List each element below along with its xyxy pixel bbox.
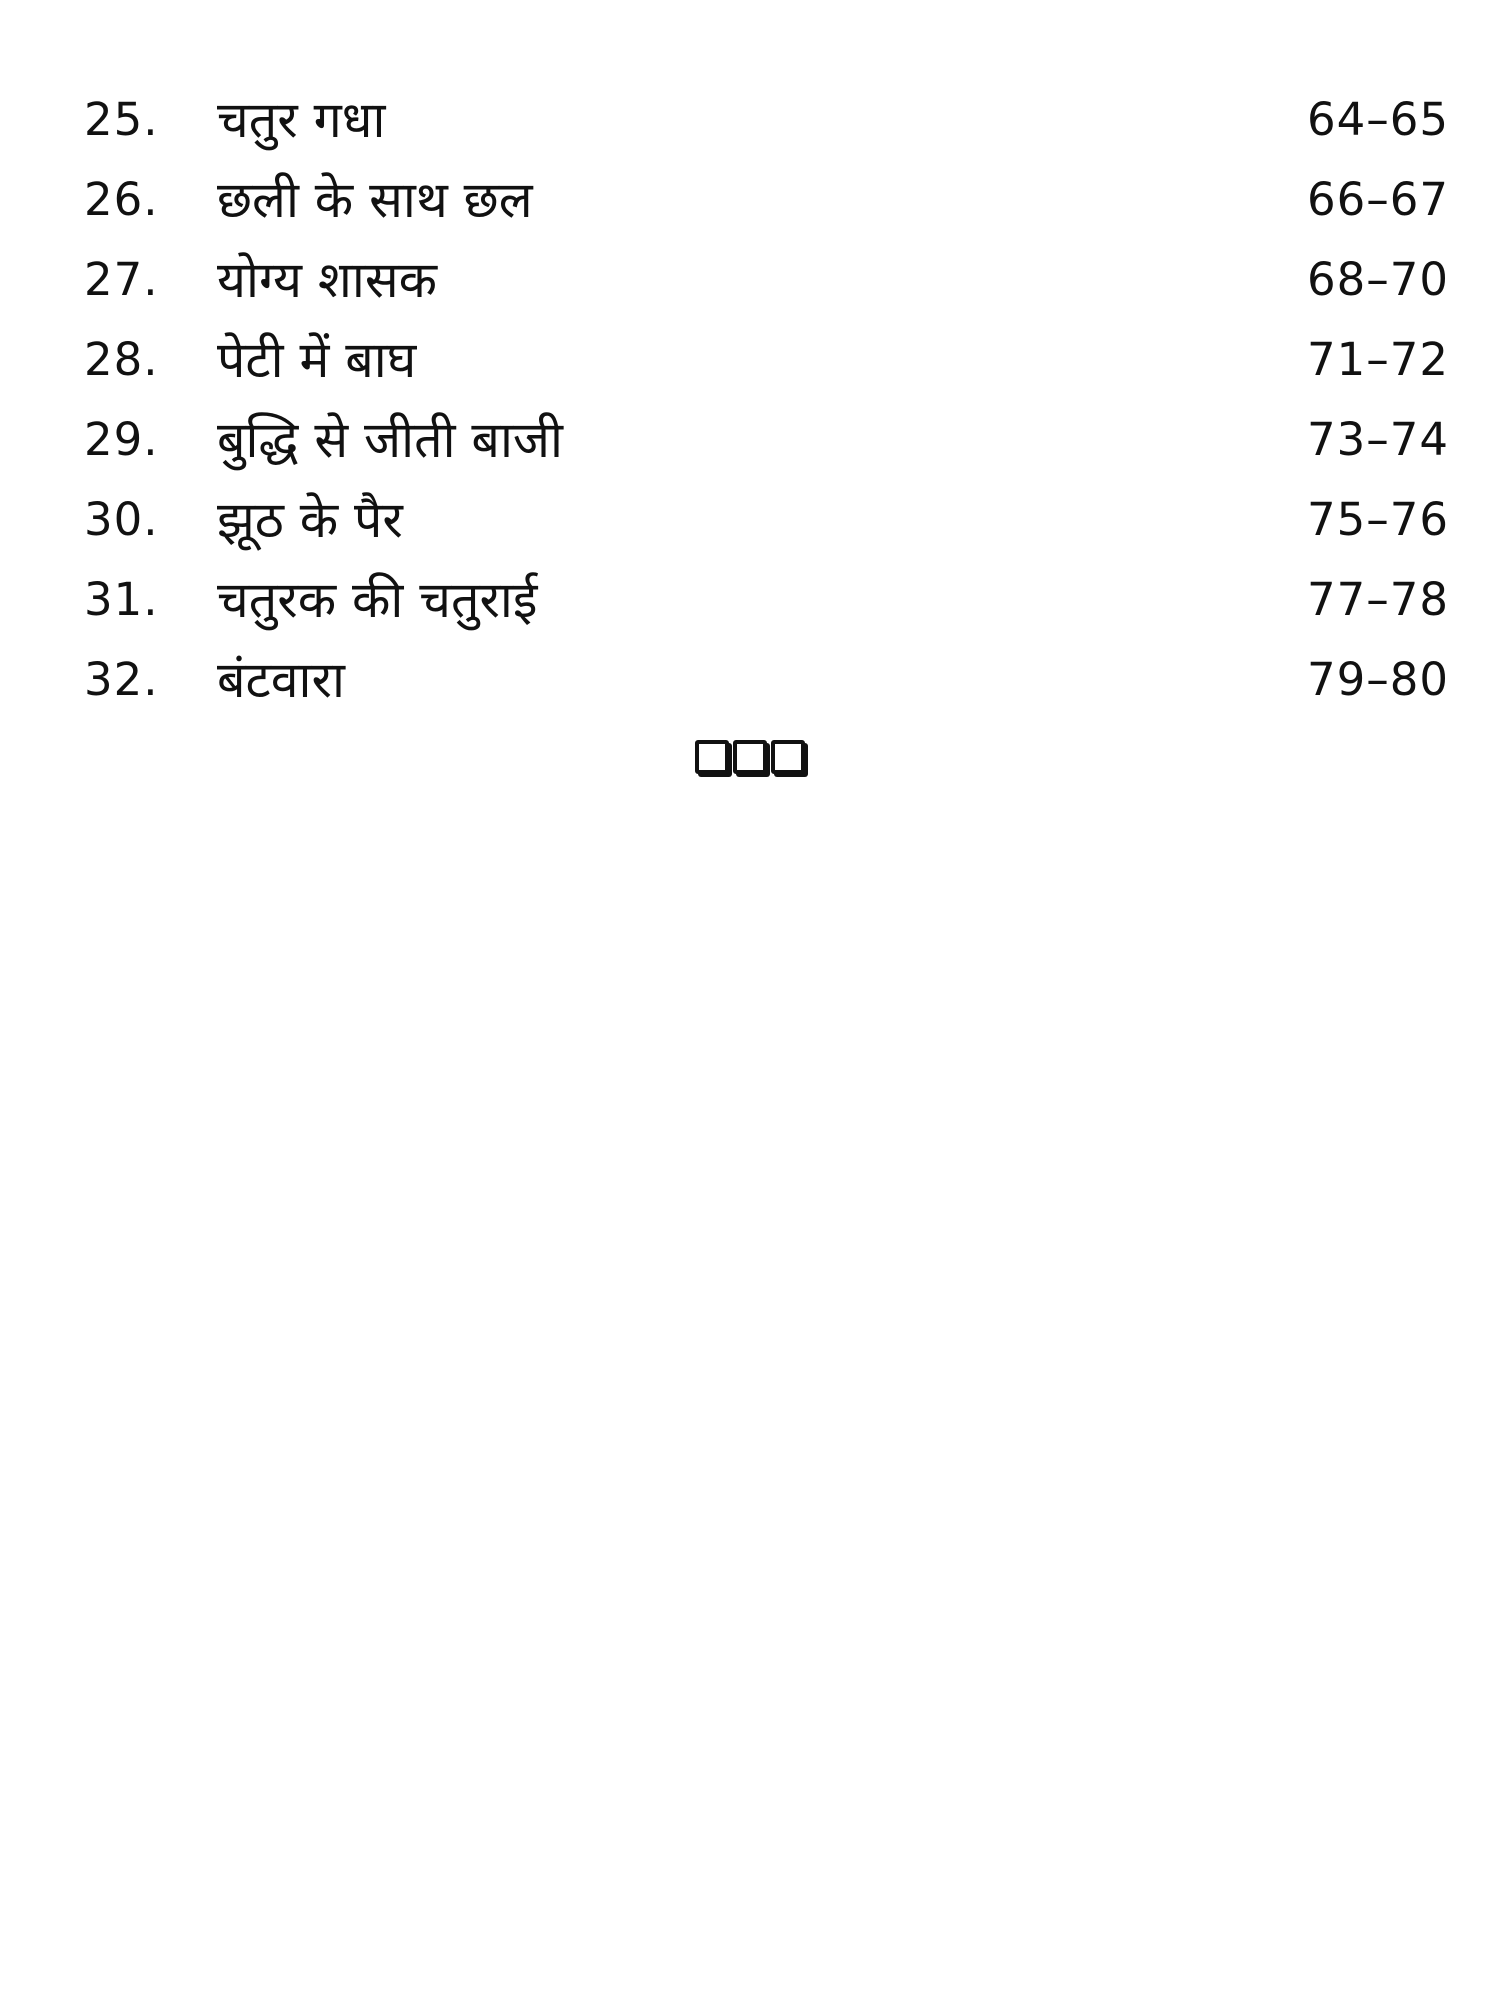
entry-title: छली के साथ छल — [217, 171, 533, 229]
entry-pages: 71–72 — [1306, 333, 1449, 386]
entry-title: झूठ के पैर — [217, 491, 403, 549]
entry-number: 30. — [84, 493, 159, 546]
box-icon — [695, 740, 729, 774]
toc-entry — [0, 400, 1500, 480]
entry-number: 28. — [84, 333, 159, 386]
entry-title: योग्य शासक — [217, 251, 438, 309]
toc-entry — [0, 80, 1500, 160]
entry-number: 29. — [84, 413, 159, 466]
toc-entry — [0, 560, 1500, 640]
entry-pages: 66–67 — [1306, 173, 1449, 226]
toc-entry — [0, 480, 1500, 560]
entry-number: 31. — [84, 573, 159, 626]
entry-pages: 64–65 — [1306, 93, 1449, 146]
toc-entry — [0, 240, 1500, 320]
entry-number: 25. — [84, 93, 159, 146]
entry-pages: 68–70 — [1306, 253, 1449, 306]
box-icon — [733, 740, 767, 774]
three-box-ornament-icon — [0, 740, 1500, 774]
toc-entry — [0, 320, 1500, 400]
toc-entry — [0, 640, 1500, 720]
entry-title: चतुरक की चतुराई — [217, 571, 538, 629]
entry-pages: 77–78 — [1306, 573, 1449, 626]
entry-title: पेटी में बाघ — [217, 331, 417, 389]
entry-title: बंटवारा — [217, 651, 345, 709]
entry-pages: 73–74 — [1306, 413, 1449, 466]
entry-title: बुद्धि से जीती बाजी — [217, 411, 563, 469]
entry-number: 32. — [84, 653, 159, 706]
entry-number: 26. — [84, 173, 159, 226]
entry-title: चतुर गधा — [217, 91, 386, 149]
entry-pages: 75–76 — [1306, 493, 1449, 546]
box-icon — [771, 740, 805, 774]
entry-number: 27. — [84, 253, 159, 306]
table-of-contents — [0, 80, 1500, 720]
entry-pages: 79–80 — [1306, 653, 1449, 706]
toc-entry — [0, 160, 1500, 240]
